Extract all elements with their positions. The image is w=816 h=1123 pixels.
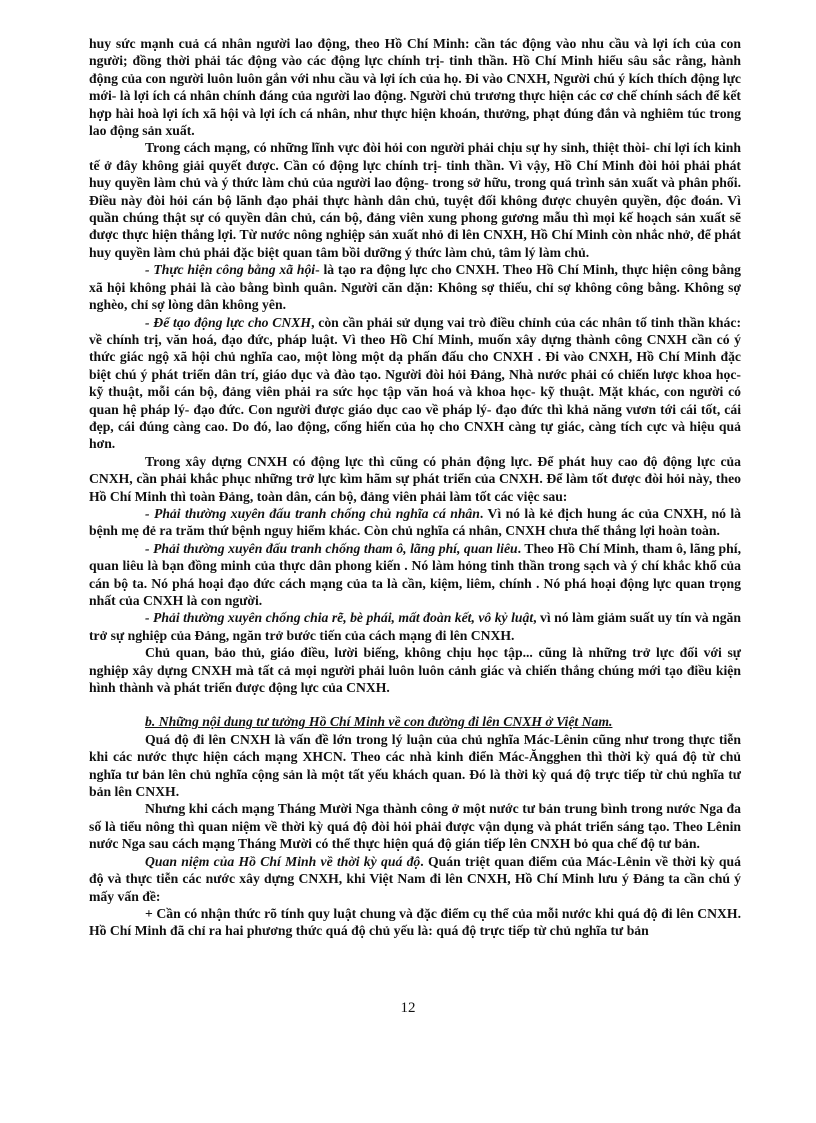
section-heading: b. Những nội dung tư tưởng Hồ Chí Minh về con đường đi lên CNXH ở Việt Nam. (145, 714, 613, 730)
paragraph (89, 853, 741, 905)
paragraph-lead: - Phải thường xuyên đấu tranh chống chủ nghĩa cá nhân (145, 505, 480, 521)
paragraph (89, 314, 741, 453)
paragraph: Quá độ đi lên CNXH là vấn đề lớn trong lý luận của chủ nghĩa Mác-Lênin cũng như trong thực tiễn khi các nước thực hiện cách mạng XHCN. Theo các nhà kinh điển Mác-Ăngghen thì thời kỳ quá độ từ chủ nghĩa tư bản lên chủ nghĩa cộng sản là một tất yếu khách quan. Đó là thời kỳ quá độ trực tiếp từ chủ nghĩa tư bản lên CNXH. (89, 731, 741, 800)
paragraph-body: . Theo Hồ Chí Minh, tham ô, lãng phí, quan liêu là bạn đồng minh của thực dân phong kiến . Nó làm hỏng tinh thần trong sạch và ý chí khắc khổ của cán bộ ta. Nó phá hoại đạo đức cách mạng của ta là cần, kiệm, liêm, chính . Nó phá hoại động lực quan trọng nhất của CNXH là con người. (89, 540, 741, 608)
paragraph-body: . Quán triệt quan điểm của Mác-Lênin về thời kỳ quá độ và thực tiễn các nước xây dựng CNXH, khi Việt Nam đi lên CNXH, Hồ Chí Minh lưu ý Đảng ta cần chú ý mấy vấn đề: (89, 853, 741, 904)
paragraph-lead: - Phải thường xuyên đấu tranh chống tham ô, lãng phí, quan liêu (145, 540, 518, 556)
paragraph: + Cần có nhận thức rõ tính quy luật chung và đặc điểm cụ thể của mỗi nước khi quá độ đi lên CNXH. Hồ Chí Minh đã chỉ ra hai phương thức quá độ chủ yếu là: quá độ trực tiếp từ chủ nghĩa tư bản (89, 905, 741, 939)
paragraph: huy sức mạnh cuả cá nhân người lao động, theo Hồ Chí Minh: cần tác động vào nhu cầu và lợi ích của con người; đồng thời phải tác động vào các động lực chính trị- tinh thần. Hồ Chí Minh hiểu sâu sắc rằng, hành động của con người luôn luôn gắn với nhu cầu và lợi ích của họ. Đi vào CNXH, Người chú ý kích thích động lực mới- là lợi ích cá nhân chính đáng của người lao động. Người chủ trương thực hiện các cơ chế chính sách để kết hợp hài hoà lợi ích xã hội và lợi ích cá nhân, như thực hiện khoán, thưởng, phạt đúng đắn và nghiêm túc trong lao động sản xuất. (89, 36, 741, 139)
paragraph-body: , còn cần phải sử dụng vai trò điều chỉnh của các nhân tố tinh thần khác: về chính trị, văn hoá, đạo đức, pháp luật. Vì theo Hồ Chí Minh, muốn xây dựng thành công CNXH cần có ý thức giác ngộ xã hội chủ nghĩa cao, một lòng một dạ phấn đấu cho CNXH . Đi vào CNXH, Hồ Chí Minh đặc biệt chú ý phát triển dân trí, giáo dục và đào tạo. Người đòi hỏi Đảng, Nhà nước phải có chiến lược khoa học- kỹ thuật, mỗi cán bộ, đảng viên phải ra sức học tập văn hoá và khoa học- kỹ thuật. Mặt khác, con người có quan hệ pháp lý- đạo đức. Con người được giáo dục cao về pháp lý- đạo đức thì khả năng vươn tới cái tốt, cái đẹp, cái đúng càng cao. Do đó, lao động, cống hiến của họ cho CNXH càng tự giác, càng tích cực và hiệu quả hơn. (89, 314, 741, 452)
paragraph (89, 505, 741, 540)
paragraph-lead: - Để tạo động lực cho CNXH (145, 314, 312, 330)
paragraph: Trong xây dựng CNXH có động lực thì cũng có phản động lực. Để phát huy cao độ động lực của CNXH, cần phải khắc phục những trở lực kìm hãm sự phát triển của CNXH. Để làm tốt được đòi hỏi này, theo Hồ Chí Minh thì toàn Đảng, toàn dân, cán bộ, đảng viên phải làm tốt các việc sau: (89, 453, 741, 504)
paragraph (89, 261, 741, 313)
paragraph-lead: - Phải thường xuyên chống chia rẽ, bè phái, mất đoàn kết, vô kỷ luật (145, 610, 534, 626)
paragraph (89, 540, 741, 610)
paragraph: Nhưng khi cách mạng Tháng Mười Nga thành công ở một nước tư bản trung bình trong nước Nga đa số là tiểu nông thì quan niệm về thời kỳ quá độ đòi hỏi phải được vận dụng và phát triển sáng tạo. Theo Lênin nước Nga sau cách mạng Tháng Mười có thể thực hiện quá độ gián tiếp lên CNXH bỏ qua chế độ tư bản. (89, 801, 741, 852)
paragraph-body: . Vì nó là kẻ địch hung ác của CNXH, nó là bệnh mẹ đẻ ra trăm thứ bệnh nguy hiểm khác. Còn chủ nghĩa cá nhân, CNXH chưa thể thắng lợi hoàn toàn. (89, 505, 741, 539)
document-page (89, 35, 741, 940)
paragraph-lead: - Thực hiện công bằng xã hội (145, 262, 316, 278)
paragraph-lead: Quan niệm của Hồ Chí Minh về thời kỳ quá độ (145, 853, 421, 869)
paragraph (89, 609, 741, 644)
paragraph-body: - là tạo ra động lực cho CNXH. Theo Hồ Chí Minh, thực hiện công bằng xã hội không phải là cào bằng bình quân. Người căn dặn: Không sợ thiếu, chỉ sợ không công bằng. Không sợ nghèo, chỉ sợ lòng dân không yên. (89, 262, 741, 313)
paragraph: Chủ quan, bảo thủ, giáo điều, lười biếng, không chịu học tập... cũng là những trở lực đối với sự nghiệp xây dựng CNXH mà tất cả mọi người phải luôn luôn cảnh giác và chiến thắng chúng mới tạo điều kiện hình thành và phát triển được động lực của CNXH. (89, 645, 741, 696)
paragraph: Trong cách mạng, có những lĩnh vực đòi hỏi con người phải chịu sự hy sinh, thiệt thòi- chỉ lợi ích kinh tế ở đây không giải quyết được. Cần có động lực chính trị- tinh thần. Vì vậy, Hồ Chí Minh đòi hỏi phải phát huy quyền làm chủ và ý thức làm chủ của người lao động- trong sở hữu, trong quá trình sản xuất và phân phối. Điều này đòi hỏi cán bộ lãnh đạo phải thực hành dân chủ, tuyệt đối không được chuyên quyền, độc đoán. Vì quần chúng thật sự có quyền dân chủ, cán bộ, đảng viên xung phong gương mẫu thì mọi kế hoạch sản xuất sẽ được thực hiện thắng lợi. Từ nước nông nghiệp sản xuất nhỏ đi lên CNXH, Hồ Chí Minh còn nhắc nhở, để phát huy quyền làm chủ phải đặc biệt quan tâm bồi dưỡng ý thức làm chủ, tâm lý làm chủ. (89, 140, 741, 260)
page-number: 12 (400, 1000, 416, 1016)
paragraph-body: , vì nó làm giảm suất uy tín và ngăn trở sự nghiệp của Đảng, ngăn trở bước tiến của cách mạng đi lên CNXH. (89, 610, 741, 643)
